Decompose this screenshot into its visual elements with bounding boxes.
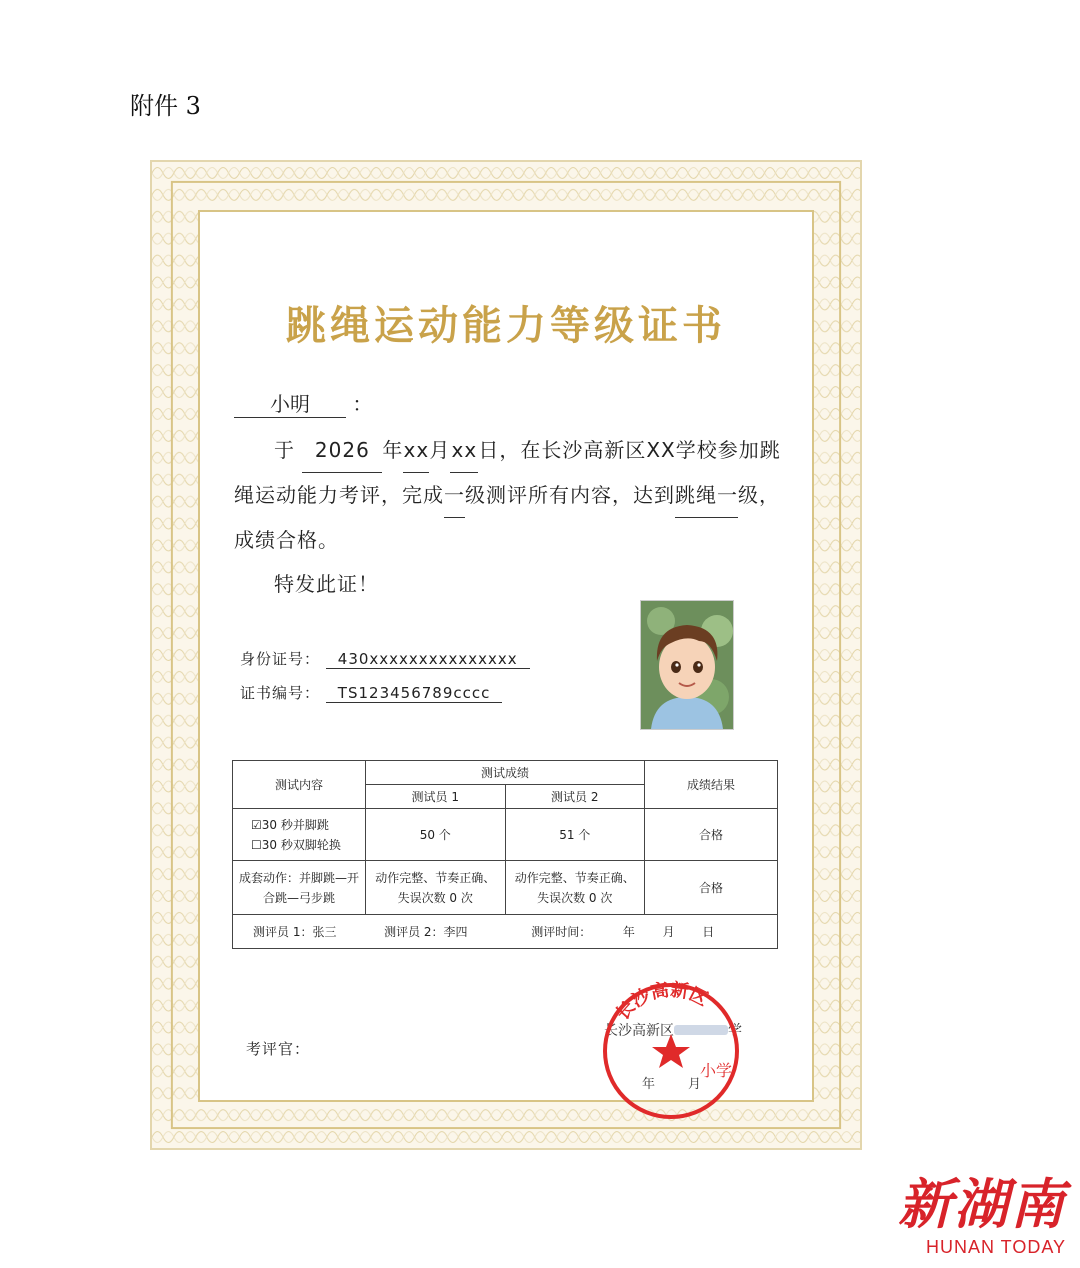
evaluation-month: 月 bbox=[662, 925, 675, 939]
cert-number-row bbox=[240, 682, 502, 703]
certificate-body bbox=[198, 210, 814, 1102]
cert-number-value: TS123456789cccc bbox=[326, 684, 503, 703]
day-value: xx bbox=[450, 428, 478, 473]
row2-content: 成套动作：并脚跳—开合跳—弓步跳 bbox=[233, 861, 366, 915]
cert-number-label: 证书编号： bbox=[240, 684, 321, 702]
attachment-label: 附件 3 bbox=[130, 92, 201, 120]
text-yu: 于 bbox=[274, 438, 295, 462]
score-table bbox=[232, 760, 778, 949]
row1-content bbox=[233, 809, 366, 861]
brand-name-en: HUNAN TODAY bbox=[925, 1237, 1066, 1257]
level-achieved: 跳绳一 bbox=[675, 473, 738, 518]
row2-score-2: 动作完整、节奏正确、失误次数 0 次 bbox=[505, 861, 645, 915]
row1-result: 合格 bbox=[645, 809, 778, 861]
year-value: 2026 bbox=[302, 428, 382, 473]
header-test-content: 测试内容 bbox=[233, 761, 366, 809]
level-done: 一 bbox=[444, 473, 465, 518]
student-photo bbox=[640, 600, 734, 730]
text-after-achieved: 级，成绩合格。 bbox=[234, 483, 780, 552]
row2-result: 合格 bbox=[645, 861, 778, 915]
day-unit-text: 日，在长沙高新区XX学校参加跳绳运动能力考评，完成 bbox=[234, 438, 781, 507]
footer-cell bbox=[233, 915, 778, 949]
recipient-line bbox=[234, 388, 372, 418]
award-line: 特发此证！ bbox=[274, 572, 379, 596]
row1-score-2: 51 个 bbox=[505, 809, 645, 861]
header-tester-1: 测试员 1 bbox=[366, 785, 506, 809]
seal-year: 年 bbox=[642, 1077, 656, 1092]
certificate-text bbox=[234, 428, 794, 606]
year-unit: 年 bbox=[382, 438, 404, 462]
header-tester-2: 测试员 2 bbox=[505, 785, 645, 809]
header-result: 成绩结果 bbox=[645, 761, 778, 809]
table-footer-row bbox=[233, 915, 778, 949]
row2-score-1: 动作完整、节奏正确、失误次数 0 次 bbox=[366, 861, 506, 915]
seal-month: 月 bbox=[688, 1077, 702, 1092]
recipient-colon: ： bbox=[352, 392, 373, 416]
evaluation-time-label: 测评时间： bbox=[531, 925, 592, 939]
month-value: xx bbox=[403, 428, 429, 473]
row1-score-1: 50 个 bbox=[366, 809, 506, 861]
certificate-title: 跳绳运动能力等级证书 bbox=[286, 302, 726, 349]
evaluation-year: 年 bbox=[622, 925, 635, 939]
header-test-scores: 测试成绩 bbox=[366, 761, 645, 785]
seal-school-text: 小学 bbox=[700, 1061, 733, 1080]
text-after-level: 级测评所有内容，达到 bbox=[465, 483, 675, 507]
brand-logo bbox=[898, 1162, 1066, 1258]
id-label: 身份证号： bbox=[240, 650, 321, 668]
table-row bbox=[233, 861, 778, 915]
seal-arc-text: 长沙高新区 bbox=[612, 979, 712, 1025]
recipient-name: 小明 bbox=[234, 388, 346, 418]
month-unit: 月 bbox=[429, 438, 451, 462]
row1-item-2: ☐30 秒双脚轮换 bbox=[251, 837, 341, 852]
row1-item-1: ☑30 秒并脚跳 bbox=[251, 817, 329, 832]
brand-name-cn: 新湖南 bbox=[898, 1172, 1066, 1236]
school-name-prefix: 长沙高新区 bbox=[604, 1023, 674, 1039]
svg-text:长沙高新区 bbox=[611, 978, 711, 1024]
id-value: 430xxxxxxxxxxxxxxx bbox=[326, 650, 530, 669]
id-number-row bbox=[240, 648, 530, 669]
evaluator-1: 测评员 1：张三 bbox=[253, 925, 337, 939]
examiner-label: 考评官： bbox=[246, 1040, 311, 1058]
certificate bbox=[150, 160, 862, 1150]
table-row bbox=[233, 809, 778, 861]
evaluation-day: 日 bbox=[702, 925, 715, 939]
evaluator-2: 测评员 2：李四 bbox=[384, 925, 468, 939]
official-seal bbox=[596, 976, 746, 1126]
school-name-suffix: 学 bbox=[728, 1023, 742, 1039]
